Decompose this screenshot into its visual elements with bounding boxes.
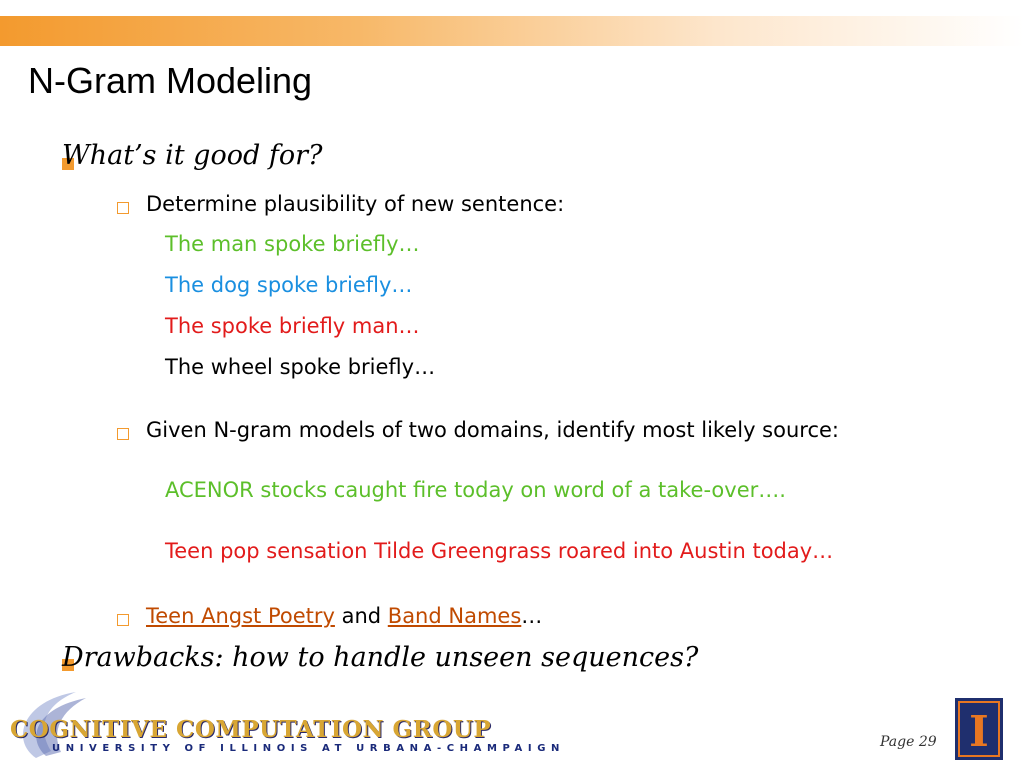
- example-sentence-wheel: The wheel spoke briefly…: [165, 355, 436, 379]
- slide-title: N-Gram Modeling: [28, 60, 313, 101]
- sub-bullet-source-identification: Given N-gram models of two domains, identify most likely source:: [146, 418, 839, 442]
- header-gradient-bar: [0, 16, 1024, 46]
- link-teen-angst-poetry[interactable]: Teen Angst Poetry: [146, 604, 335, 628]
- svg-text:I: I: [969, 707, 989, 756]
- example-sentence-dog: The dog spoke briefly…: [165, 273, 413, 297]
- page-number: Page 29: [880, 734, 937, 750]
- link-band-names[interactable]: Band Names: [387, 604, 522, 628]
- and-text: and: [334, 604, 388, 628]
- example-domain-finance: ACENOR stocks caught fire today on word of a take-over….: [165, 478, 786, 502]
- sub-bullet-box-icon: [117, 202, 129, 214]
- example-domain-entertainment: Teen pop sensation Tilde Greengrass roared into Austin today…: [165, 539, 834, 563]
- sub-bullet-applications: [146, 604, 542, 628]
- uiuc-block-i-logo-icon: [955, 698, 1003, 760]
- bullet-good-for: What’s it good for?: [62, 140, 323, 171]
- logo-cognitive-computation-group: COGNITIVE COMPUTATION GROUP: [10, 716, 492, 743]
- ellipsis-text: …: [521, 604, 543, 628]
- example-sentence-man: The man spoke briefly…: [165, 232, 420, 256]
- sub-bullet-plausibility: Determine plausibility of new sentence:: [146, 192, 565, 216]
- logo-university-name: UNIVERSITY OF ILLINOIS AT URBANA-CHAMPAIGN: [52, 743, 565, 754]
- example-sentence-bad-order: The spoke briefly man…: [165, 314, 420, 338]
- sub-bullet-box-icon: [117, 614, 129, 626]
- sub-bullet-box-icon: [117, 428, 129, 440]
- bullet-drawbacks: Drawbacks: how to handle unseen sequences?: [62, 642, 699, 673]
